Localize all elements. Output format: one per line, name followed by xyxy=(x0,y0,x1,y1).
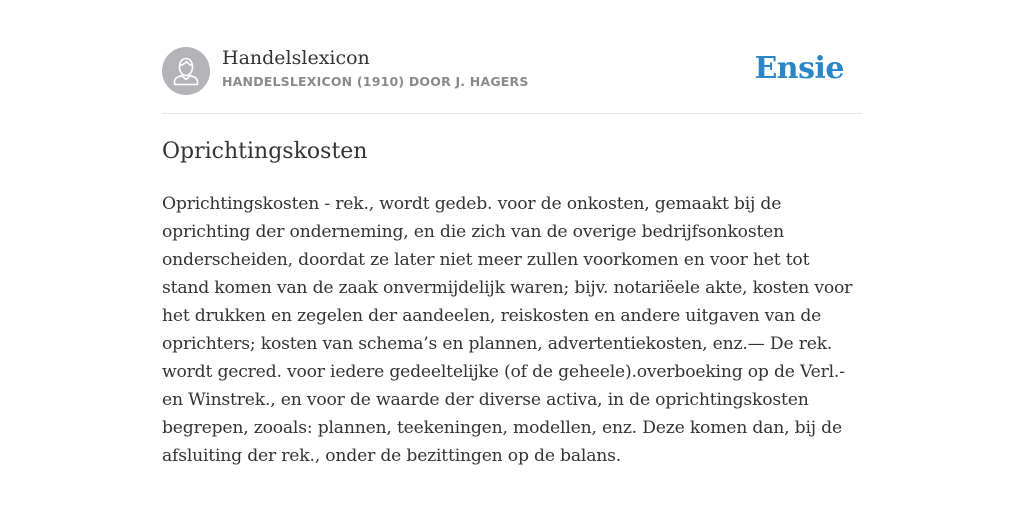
body-line: oprichters; kosten van schema’s en plannen, advertentiekosten, enz.— De rek. xyxy=(162,334,833,354)
body-line: begrepen, zooals: plannen, teekeningen, modellen, enz. Deze komen dan, bij de xyxy=(162,418,842,438)
body-line: het drukken en zegelen der aandeelen, reiskosten en andere uitgaven van de xyxy=(162,306,822,326)
body-line: en Winstrek., en voor de waarde der diverse activa, in de oprichtingskosten xyxy=(162,390,809,410)
body-line: wordt gecred. voor iedere gedeeltelijke (of de geheele).overboeking op de Verl.- xyxy=(162,362,845,382)
header-divider xyxy=(162,113,862,114)
entry-header xyxy=(162,45,862,113)
body-line: oprichting der onderneming, en die zich van de overige bedrijfsonkosten xyxy=(162,222,784,242)
source-subtitle: HANDELSLEXICON (1910) DOOR J. HAGERS xyxy=(222,74,529,89)
body-line: afsluiting der rek., onder de bezittingen op de balans. xyxy=(162,446,621,466)
body-line: Oprichtingskosten - rek., wordt gedeb. voor de onkosten, gemaakt bij de xyxy=(162,194,782,214)
user-icon xyxy=(162,47,210,95)
entry-body xyxy=(162,190,862,470)
body-line: stand komen van de zaak onvermijdelijk waren; bijv. notariëele akte, kosten voor xyxy=(162,278,853,298)
ensie-logo[interactable]: Ensie xyxy=(754,51,844,86)
source-avatar[interactable] xyxy=(162,47,210,95)
source-title[interactable]: Handelslexicon xyxy=(222,47,370,69)
body-line: onderscheiden, doordat ze later niet meer zullen voorkomen en voor het tot xyxy=(162,250,810,270)
entry-title: Oprichtingskosten xyxy=(162,139,368,164)
